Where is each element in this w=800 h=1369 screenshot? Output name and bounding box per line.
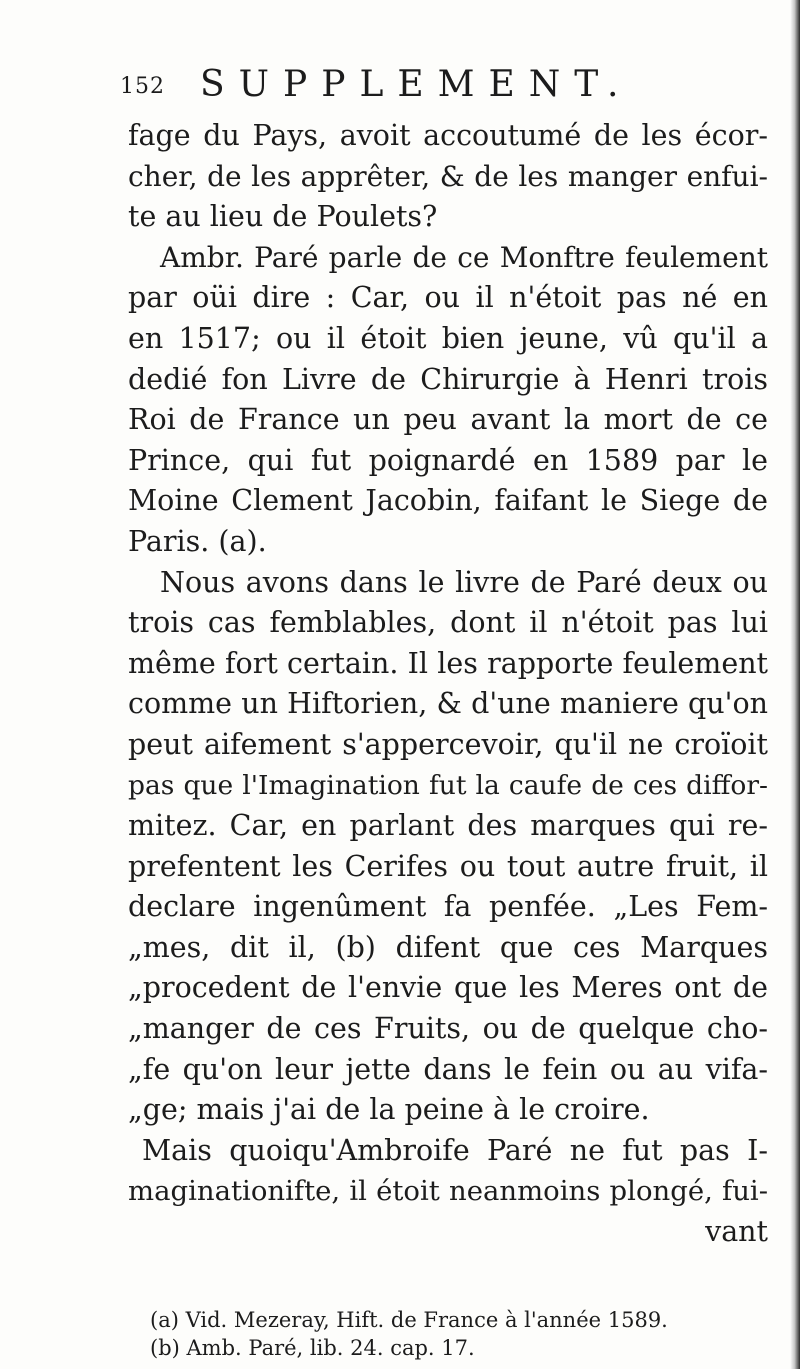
text-line: Mais quoiqu'Ambroife Paré ne fut pas I-: [142, 1133, 768, 1167]
footnote-a: (a) Vid. Mezeray, Hift. de France à l'année 1589.: [150, 1308, 668, 1332]
text-line: mitez. Car, en parlant des marques qui re-: [128, 809, 768, 843]
footnote-b: (b) Amb. Paré, lib. 24. cap. 17.: [150, 1336, 475, 1360]
text-line: Roi de France un peu avant la mort de ce: [128, 403, 768, 437]
text-line: comme un Hiftorien, & d'une maniere qu'on: [128, 687, 768, 721]
text-line: Ambr. Paré parle de ce Monftre feulement: [160, 240, 768, 274]
catchword: vant: [705, 1215, 768, 1249]
text-line: trois cas femblables, dont il n'étoit pas lui: [128, 606, 768, 640]
text-line: Paris. (a).: [128, 524, 267, 558]
page-edge-shadow: [790, 0, 800, 1369]
text-line: peut aifement s'appercevoir, qu'il ne croïoit: [128, 727, 768, 761]
text-line: par oüi dire : Car, ou il n'étoit pas né en: [128, 281, 768, 315]
text-line: en 1517; ou il étoit bien jeune, vû qu'il a: [128, 321, 768, 355]
text-line: pas que l'Imagination fut la caufe de ces diffor-: [128, 769, 768, 801]
footnotes: [150, 1306, 750, 1362]
text-line: Nous avons dans le livre de Paré deux ou: [160, 565, 768, 599]
text-line: „manger de ces Fruits, ou de quelque cho-: [128, 1012, 768, 1046]
text-line: Prince, qui fut poignardé en 1589 par le: [128, 443, 768, 477]
body-text: [128, 116, 768, 1253]
text-line: „fe qu'on leur jette dans le fein ou au vifa-: [128, 1052, 768, 1086]
text-line: „mes, dit il, (b) difent que ces Marques: [128, 930, 768, 964]
text-line: declare ingenûment fa penfée. „Les Fem-: [128, 890, 768, 924]
text-line: prefentent les Cerifes ou tout autre fruit, il: [128, 849, 768, 883]
text-line: „ge; mais j'ai de la peine à le croire.: [128, 1093, 650, 1127]
text-line: fage du Pays, avoit accoutumé de les écor-: [128, 119, 768, 152]
text-line: „procedent de l'envie que les Meres ont de: [128, 971, 768, 1005]
text-line: dedié fon Livre de Chirurgie à Henri trois: [128, 362, 768, 396]
running-head-title: SUPPLEMENT.: [200, 64, 633, 105]
running-head: [120, 64, 760, 114]
text-line: même fort certain. Il les rapporte feulement: [128, 646, 768, 680]
text-line: maginationifte, il étoit neanmoins plongé, fui-: [128, 1175, 768, 1208]
text-line: cher, de les apprêter, & de les manger enfui-: [128, 159, 768, 193]
page-number: 152: [120, 74, 165, 99]
text-line: te au lieu de Poulets?: [128, 200, 438, 234]
text-line: Moine Clement Jacobin, faifant le Siege de: [128, 484, 768, 518]
